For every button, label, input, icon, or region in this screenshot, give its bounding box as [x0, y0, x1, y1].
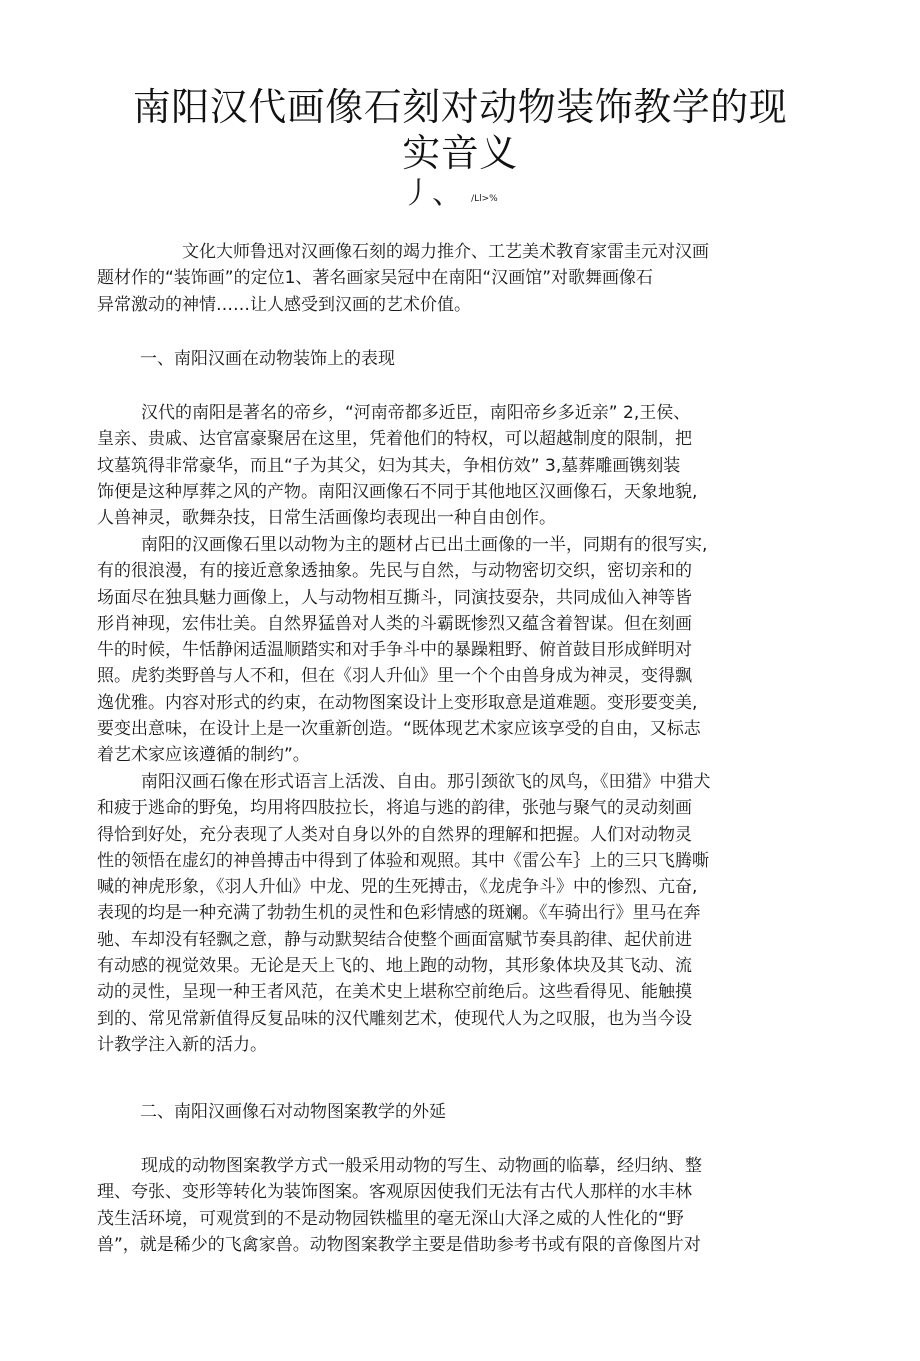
text-line: 牛的时候，牛恬静闲适温顺踏实和对手争斗中的暴躁粗野、俯首鼓目形成鲜明对	[97, 640, 692, 661]
subtitle-mark: 丿、	[402, 176, 462, 211]
subtitle-tiny-text: /Ll>%	[471, 193, 498, 204]
text-line: 照。虎豹类野兽与人不和，但在《羽人升仙》里一个个由兽身成为神灵，变得飘	[97, 666, 692, 687]
text-line: 汉代的南阳是著名的帝乡，“河南帝都多近臣，南阳帝乡多近亲” 2,王侯、	[141, 403, 691, 423]
text-line: 计教学注入新的活力。	[97, 1034, 267, 1055]
document-title-line-1: 南阳汉代画像石刻对动物装饰教学的现	[132, 85, 788, 129]
text-line: 得恰到好处，充分表现了人类对自身以外的自然界的理解和把握。人们对动物灵	[97, 824, 692, 845]
text-line: 有动感的视觉效果。无论是天上飞的、地上跑的动物，其形象体块及其飞动、流	[97, 956, 692, 977]
text-line: 喊的神虎形象，《羽人升仙》中龙、兕的生死搏击，《龙虎争斗》中的惨烈、亢奋,	[97, 877, 698, 898]
text-line: 驰、车却没有轻飘之意，静与动默契结合使整个画面富赋节奏具韵律、起伏前进	[97, 929, 692, 950]
text-line: 异常激动的神情……让人感受到汉画的艺术价值。	[97, 294, 471, 315]
text-line: 南阳的汉画像石里以动物为主的题材占已出土画像的一半，同期有的很写实,	[141, 535, 708, 555]
text-line: 逸优雅。内容对形式的约束，在动物图案设计上变形取意是道难题。变形要变美,	[97, 692, 698, 713]
text-line: 皇亲、贵戚、达官富豪聚居在这里，凭着他们的特权，可以超越制度的限制，把	[97, 429, 692, 450]
section-heading-2: 二、南阳汉画像石对动物图案教学的外延	[140, 1102, 446, 1122]
text-line: 坟墓筑得非常豪华，而且“子为其父，妇为其夫，争相仿效” 3,墓葬雕画镌刻装	[97, 455, 681, 476]
subtitle-artifact	[402, 174, 498, 214]
paragraph-4	[97, 1153, 827, 1258]
section-heading-1: 一、南阳汉画在动物装饰上的表现	[140, 349, 395, 369]
text-line: 饰便是这种厚葬之风的产物。南阳汉画像石不同于其他地区汉画像石，天象地貌,	[97, 481, 698, 502]
text-line: 性的领悟在虚幻的神兽搏击中得到了体验和观照。其中《雷公车｝上的三只飞腾嘶	[97, 850, 709, 871]
text-line: 兽”，就是稀少的飞禽家兽。动物图案教学主要是借助参考书或有限的音像图片对	[97, 1234, 701, 1255]
text-line: 南阳汉画石像在形式语言上活泼、自由。那引颈欲飞的凤鸟，《田猎》中猎犬	[141, 772, 711, 792]
document-title-line-2: 实音义	[402, 131, 518, 175]
text-line: 和疲于逃命的野兔，均用将四肢拉长，将追与逃的韵律，张弛与聚气的灵动刻画	[97, 798, 692, 819]
text-line: 题材作的“装饰画”的定位1、著名画家吴冠中在南阳“汉画馆”对歌舞画像石	[97, 268, 654, 289]
paragraph-1	[97, 400, 827, 531]
paragraph-3	[97, 769, 827, 1058]
paragraph-2	[97, 532, 827, 769]
text-line: 理、夸张、变形等转化为装饰图案。客观原因使我们无法有古代人那样的水丰林	[97, 1182, 692, 1203]
text-line: 表现的均是一种充满了勃勃生机的灵性和色彩情感的斑斓。《车骑出行》里马在奔	[97, 903, 701, 924]
intro-paragraph	[97, 239, 827, 318]
text-line: 茂生活环境，可观赏到的不是动物园铁槛里的毫无深山大泽之威的人性化的“野	[97, 1208, 684, 1229]
text-line: 文化大师鲁迅对汉画像石刻的竭力推介、工艺美术教育家雷圭元对汉画	[182, 242, 709, 262]
text-line: 到的、常见常新值得反复品味的汉代雕刻艺术，使现代人为之叹服，也为当今设	[97, 1008, 692, 1029]
text-line: 形肖神现，宏伟壮美。自然界猛兽对人类的斗霸既惨烈又蕴含着智谋。但在刻画	[97, 613, 692, 634]
text-line: 动的灵性，呈现一种王者风范，在美术史上堪称空前绝后。这些看得见、能触摸	[97, 982, 692, 1003]
text-line: 人兽神灵，歌舞杂技，日常生活画像均表现出一种自由创作。	[97, 508, 556, 529]
text-line: 要变出意味，在设计上是一次重新创造。“既体现艺术家应该享受的自由，又标志	[97, 719, 701, 740]
text-line: 现成的动物图案教学方式一般采用动物的写生、动物画的临摹，经归纳、整	[141, 1156, 702, 1176]
text-line: 场面尽在独具魅力画像上，人与动物相互撕斗，同演技耍杂，共同成仙入神等皆	[97, 587, 692, 608]
text-line: 有的很浪漫，有的接近意象透抽象。先民与自然，与动物密切交织，密切亲和的	[97, 561, 692, 582]
text-line: 着艺术家应该遵循的制约”。	[97, 745, 310, 766]
